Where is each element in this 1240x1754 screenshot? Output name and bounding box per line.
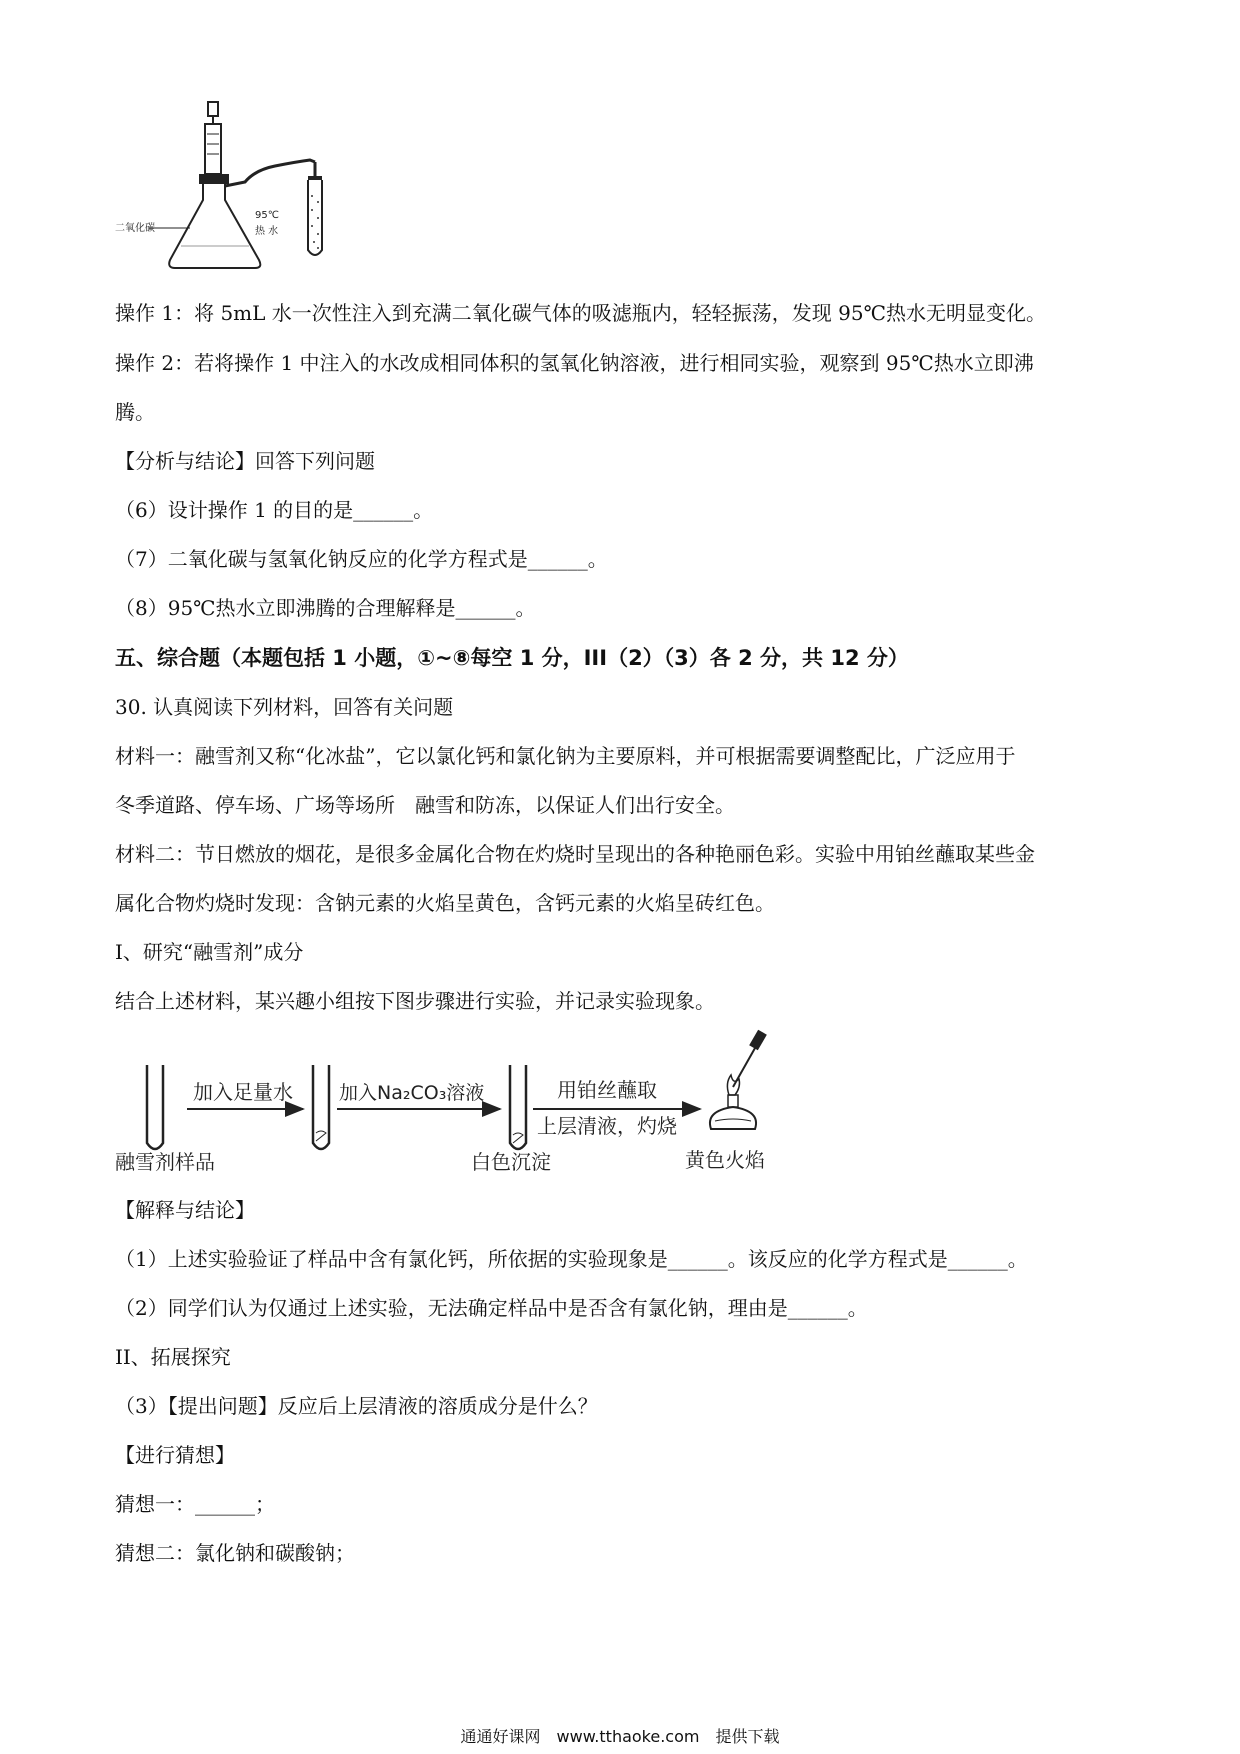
question-8: （8）95℃热水立即沸腾的合理解释是______。 bbox=[115, 596, 536, 620]
experiment-steps-figure bbox=[115, 1025, 815, 1175]
label-sample: 融雪剂样品 bbox=[115, 1150, 215, 1174]
question-3: （3）【提出问题】反应后上层清液的溶质成分是什么？ bbox=[115, 1394, 598, 1418]
label-precipitate: 白色沉淀 bbox=[471, 1150, 551, 1174]
experiment-intro: 结合上述材料，某兴趣小组按下图步骤进行实验，并记录实验现象。 bbox=[115, 989, 715, 1013]
guess-2: 猜想二：氯化钠和碳酸钠； bbox=[115, 1541, 355, 1565]
tube-water-label: 热 水 bbox=[255, 226, 279, 237]
tube-temp-label: 95℃ bbox=[255, 210, 279, 221]
step-2-label: 加入Na₂CO₃溶液 bbox=[339, 1082, 485, 1104]
question-30: 30. 认真阅读下列材料，回答有关问题 bbox=[115, 695, 454, 719]
question-6: （6）设计操作 1 的目的是______。 bbox=[115, 498, 434, 522]
material-1-text: 材料一：融雪剂又称“化冰盐”，它以氯化钙和氯化钠为主要原料，并可根据需要调整配比，广泛应用于 bbox=[115, 744, 1016, 768]
question-7: （7）二氧化碳与氢氧化钠反应的化学方程式是______。 bbox=[115, 547, 608, 571]
question-2: （2）同学们认为仅通过上述实验，无法确定样品中是否含有氯化钠，理由是______。 bbox=[115, 1296, 868, 1320]
operation-2-text: 操作 2：若将操作 1 中注入的水改成相同体积的氢氧化钠溶液，进行相同实验，观察到 95℃热水立即沸 bbox=[115, 351, 1034, 375]
flask-apparatus-figure bbox=[115, 100, 375, 275]
step-1-label: 加入足量水 bbox=[193, 1080, 293, 1104]
guess-heading: 【进行猜想】 bbox=[115, 1443, 235, 1467]
part-2-heading: II、拓展探究 bbox=[115, 1345, 231, 1369]
operation-2-text-cont: 腾。 bbox=[115, 400, 155, 424]
label-flame: 黄色火焰 bbox=[685, 1148, 765, 1172]
material-2-text-cont: 属化合物灼烧时发现：含钠元素的火焰呈黄色，含钙元素的火焰呈砖红色。 bbox=[115, 891, 775, 915]
explanation-heading: 【解释与结论】 bbox=[115, 1198, 255, 1222]
part-1-heading: I、研究“融雪剂”成分 bbox=[115, 940, 304, 964]
step-3-label-bottom: 上层清液，灼烧 bbox=[537, 1114, 677, 1138]
alcohol-lamp-icon bbox=[710, 1030, 767, 1129]
section-5-heading: 五、综合题（本题包括 1 小题，①~⑧每空 1 分，III（2）（3）各 2 分，共 12 分） bbox=[115, 646, 909, 670]
material-1-text-cont: 冬季道路、停车场、广场等场所 融雪和防冻，以保证人们出行安全。 bbox=[115, 793, 735, 817]
page-footer: 通通好课网 www.tthaoke.com 提供下载 bbox=[460, 1727, 780, 1746]
operation-1-text: 操作 1：将 5mL 水一次性注入到充满二氧化碳气体的吸滤瓶内，轻轻振荡，发现 95℃热水无明显变化。 bbox=[115, 301, 1046, 325]
guess-1: 猜想一：______； bbox=[115, 1492, 275, 1516]
co2-label: 二氧化碳 bbox=[115, 223, 155, 234]
test-tube-sample bbox=[147, 1065, 163, 1149]
material-2-text: 材料二：节日燃放的烟花，是很多金属化合物在灼烧时呈现出的各种艳丽色彩。实验中用铂丝蘸取某些金 bbox=[115, 842, 1035, 866]
analysis-heading: 【分析与结论】回答下列问题 bbox=[115, 449, 375, 473]
test-tube-precipitate bbox=[510, 1065, 526, 1149]
question-1: （1）上述实验验证了样品中含有氯化钙，所依据的实验现象是______。该反应的化学方程式是______。 bbox=[115, 1247, 1028, 1271]
step-3-label-top: 用铂丝蘸取 bbox=[557, 1078, 657, 1102]
